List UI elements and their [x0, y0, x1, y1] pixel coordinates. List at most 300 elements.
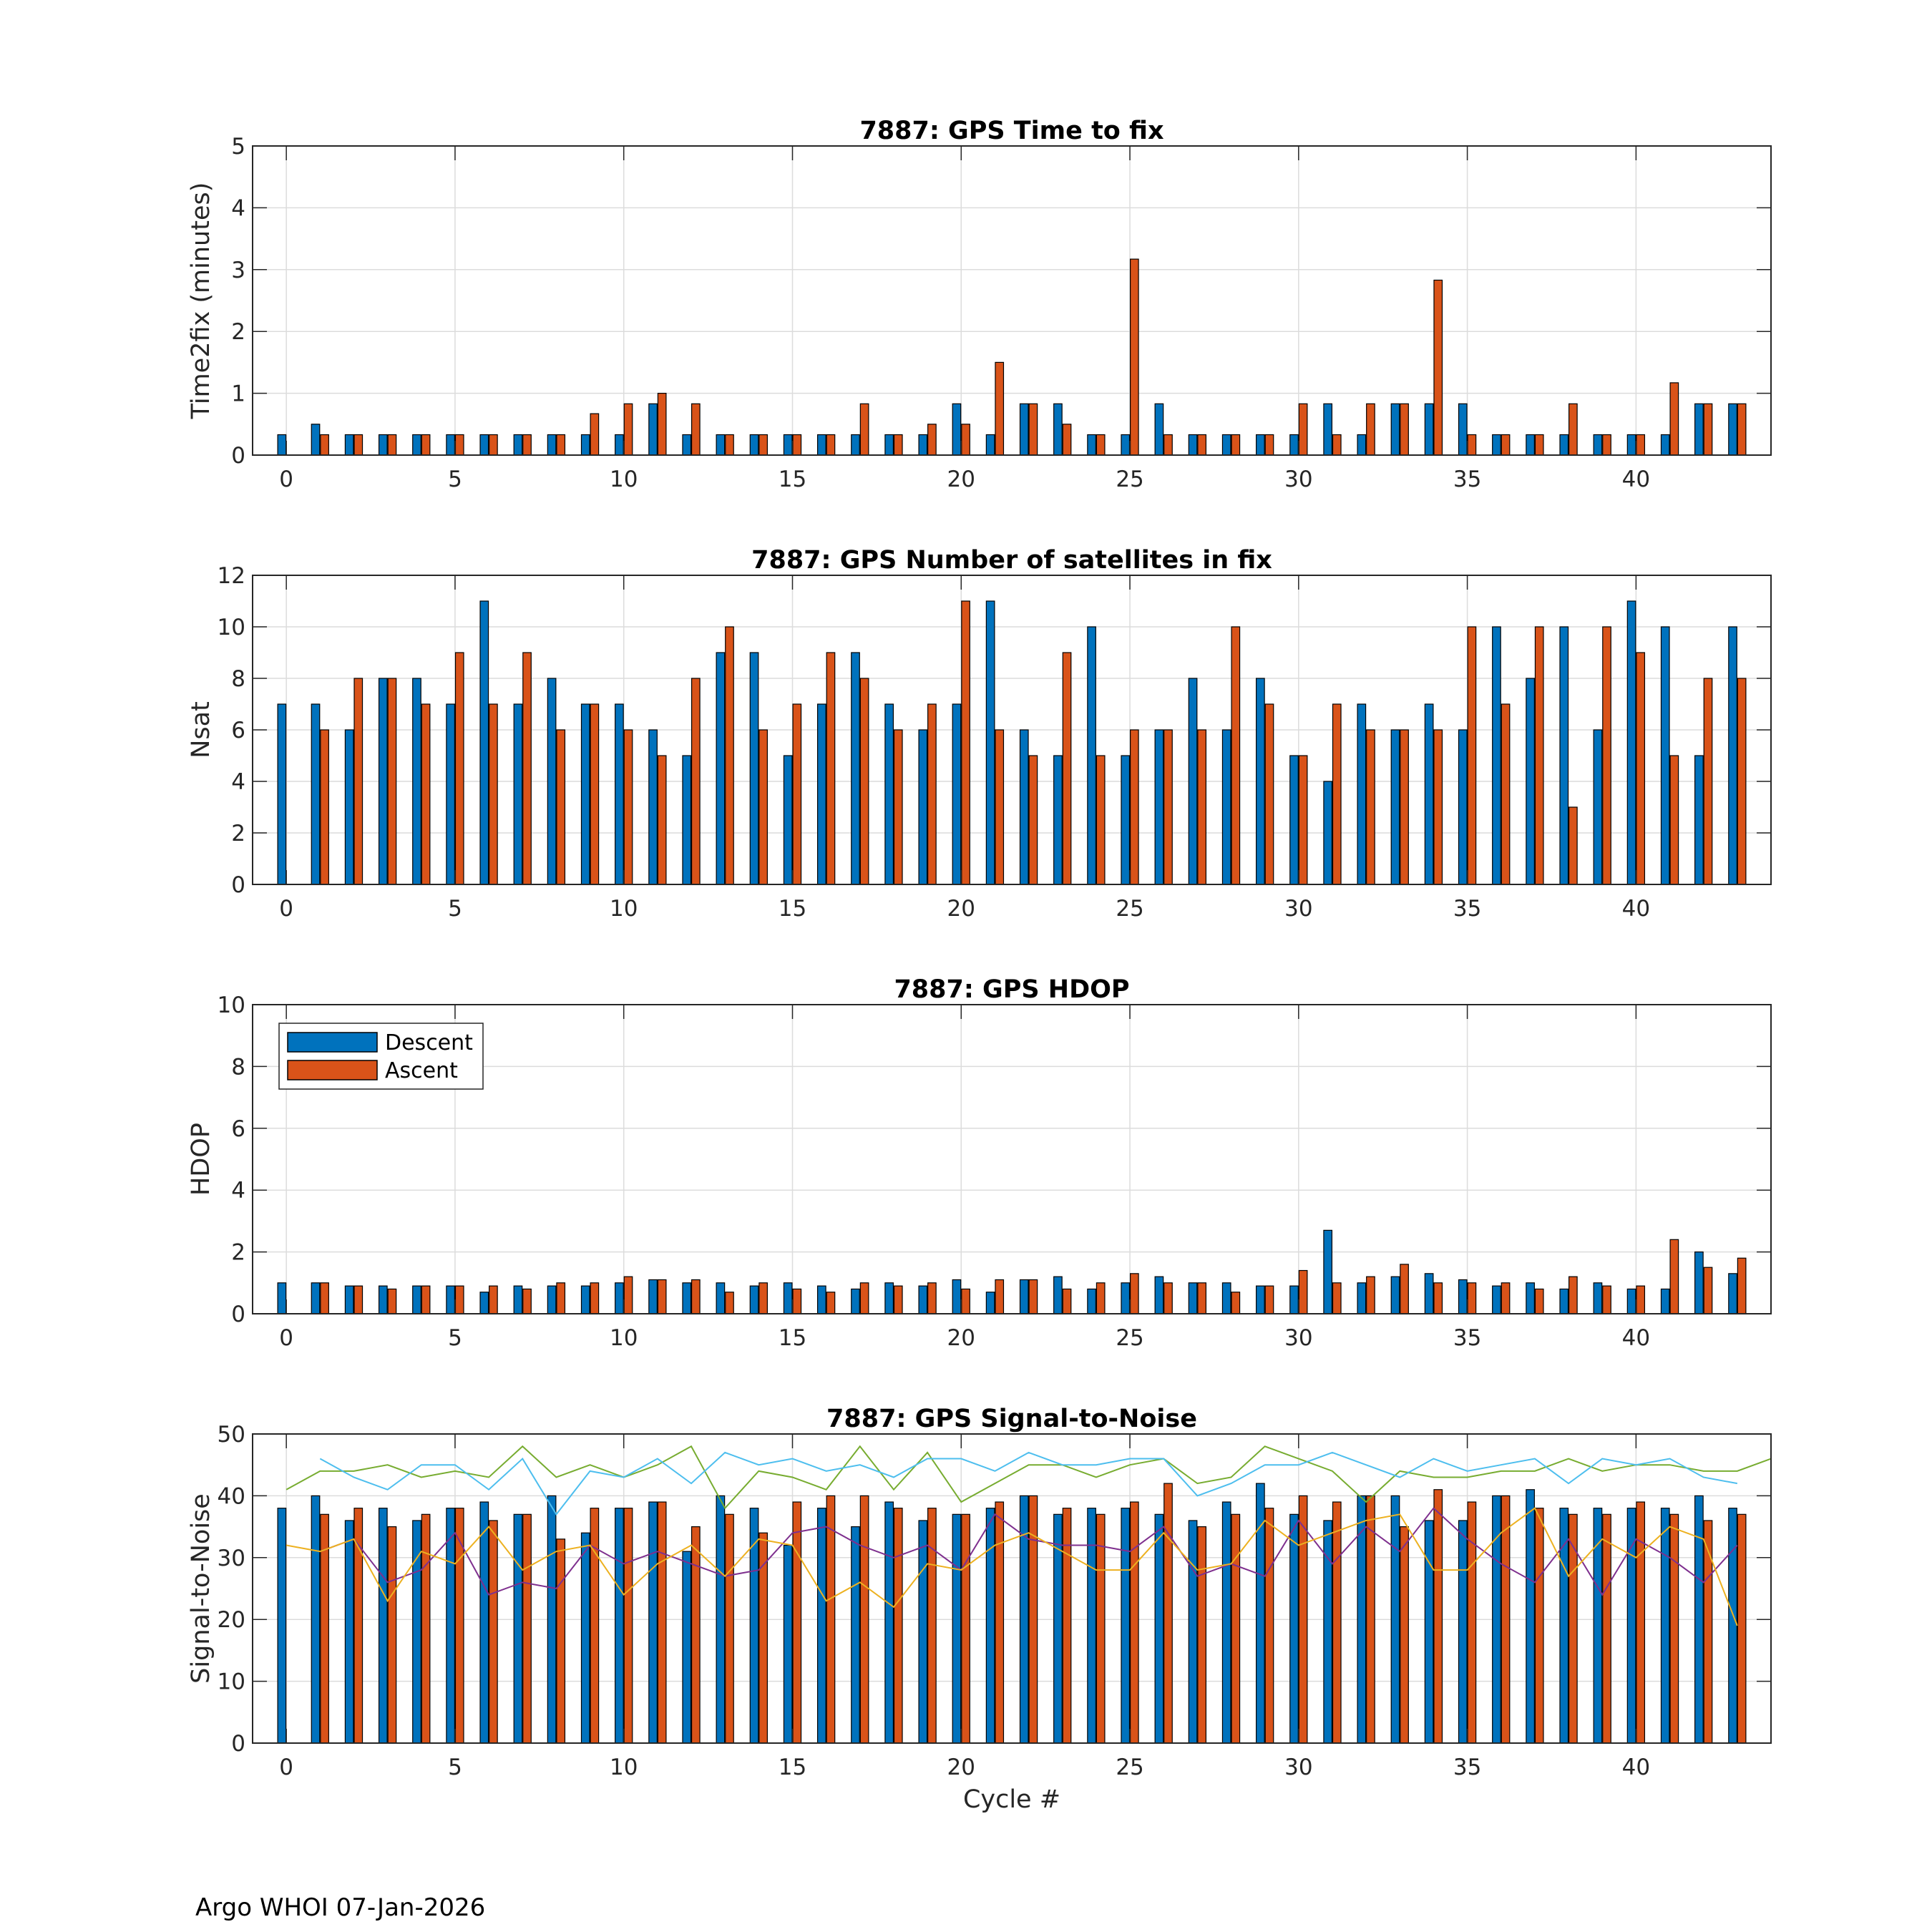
bar-ascent: [354, 1286, 363, 1314]
bar-ascent: [692, 1279, 701, 1314]
bar-ascent: [1501, 1496, 1510, 1743]
y-tick-label: 10: [217, 615, 245, 640]
bar-descent: [1661, 1508, 1669, 1743]
x-tick-label: 35: [1453, 896, 1482, 922]
bar-ascent: [1400, 1264, 1409, 1314]
bar-descent: [379, 1508, 388, 1743]
bar-ascent: [894, 1286, 903, 1314]
y-tick-label: 2: [231, 1239, 245, 1266]
bar-ascent: [1535, 1289, 1543, 1314]
bar-descent: [1357, 704, 1366, 884]
bar-descent: [1155, 1277, 1163, 1314]
bar-ascent: [1333, 1502, 1342, 1743]
bar-ascent: [1603, 1286, 1611, 1314]
bar-descent: [278, 1283, 286, 1314]
bar-ascent: [826, 1292, 835, 1314]
bar-descent: [1020, 1279, 1029, 1314]
bar-descent: [615, 1283, 624, 1314]
y-axis-label: Time2fix (minutes): [187, 182, 215, 419]
bar-descent: [1526, 678, 1535, 884]
bar-ascent: [1569, 404, 1578, 455]
bar-descent: [818, 434, 826, 455]
bar-ascent: [421, 1286, 430, 1314]
bar-descent: [1121, 1508, 1130, 1743]
bar-descent: [1493, 1496, 1501, 1743]
bar-descent: [1020, 730, 1029, 884]
bar-ascent: [928, 1283, 937, 1314]
bar-descent: [683, 1283, 691, 1314]
bar-descent: [750, 653, 758, 884]
bar-descent: [1729, 1508, 1737, 1743]
bar-descent: [1425, 404, 1433, 455]
bar-ascent: [489, 1521, 498, 1743]
snr-line: [286, 1508, 1737, 1626]
bar-ascent: [1096, 1283, 1105, 1314]
bar-ascent: [1063, 424, 1071, 455]
legend-swatch-descent: [288, 1033, 377, 1052]
bar-ascent: [624, 1277, 633, 1314]
bar-ascent: [590, 704, 599, 884]
bar-ascent: [860, 1283, 869, 1314]
bar-descent: [919, 1521, 927, 1743]
chart-title: 7887: GPS HDOP: [894, 975, 1130, 1004]
x-tick-label: 25: [1116, 896, 1144, 922]
bar-descent: [649, 1502, 658, 1743]
bar-ascent: [421, 434, 430, 455]
bar-ascent: [1670, 1514, 1679, 1743]
bar-ascent: [354, 678, 363, 884]
bar-descent: [311, 424, 320, 455]
bar-ascent: [1704, 1521, 1712, 1743]
bar-descent: [547, 434, 556, 455]
bar-ascent: [928, 1508, 937, 1743]
bar-descent: [784, 1546, 792, 1743]
bar-descent: [1695, 404, 1704, 455]
bar-descent: [1222, 434, 1231, 455]
bar-ascent: [1164, 1483, 1173, 1743]
bar-descent: [547, 1286, 556, 1314]
y-tick-label: 1: [231, 381, 245, 407]
x-tick-label: 10: [609, 896, 638, 922]
bar-ascent: [321, 1283, 329, 1314]
bar-descent: [1222, 730, 1231, 884]
bar-ascent: [793, 704, 801, 884]
x-tick-label: 40: [1621, 467, 1651, 492]
bar-ascent: [557, 1283, 565, 1314]
x-tick-label: 20: [947, 467, 975, 492]
bar-descent: [311, 1496, 320, 1743]
bar-ascent: [523, 1514, 532, 1743]
bar-descent: [413, 678, 421, 884]
bar-descent: [1324, 781, 1332, 884]
bar-ascent: [321, 434, 329, 455]
bar-descent: [1290, 756, 1299, 884]
bar-descent: [480, 1502, 489, 1743]
bar-ascent: [1501, 434, 1510, 455]
y-tick-label: 2: [231, 319, 245, 346]
bar-descent: [885, 434, 894, 455]
bar-ascent: [455, 1508, 464, 1743]
bar-descent: [379, 1286, 388, 1314]
bar-ascent: [826, 653, 835, 884]
bar-descent: [683, 756, 691, 884]
bar-ascent: [894, 1508, 903, 1743]
bar-ascent: [1603, 1514, 1611, 1743]
x-tick-label: 40: [1621, 1755, 1651, 1780]
x-tick-label: 5: [448, 467, 462, 492]
bar-descent: [1088, 627, 1096, 884]
bar-descent: [1493, 434, 1501, 455]
bar-descent: [1627, 1508, 1636, 1743]
bar-ascent: [1265, 704, 1274, 884]
bar-descent: [480, 601, 489, 884]
bar-ascent: [726, 627, 734, 884]
bar-descent: [1357, 1496, 1366, 1743]
bar-ascent: [1198, 1283, 1206, 1314]
bar-ascent: [692, 1527, 701, 1743]
bar-descent: [1459, 1521, 1468, 1743]
bar-ascent: [1704, 1267, 1712, 1314]
bar-descent: [447, 704, 455, 884]
x-tick-label: 30: [1284, 896, 1313, 922]
bar-descent: [379, 678, 388, 884]
x-tick-label: 35: [1453, 467, 1482, 492]
bar-ascent: [1434, 280, 1443, 455]
x-tick-label: 20: [947, 1755, 975, 1780]
bar-descent: [413, 434, 421, 455]
bar-descent: [480, 434, 489, 455]
bar-descent: [1257, 678, 1265, 884]
x-tick-label: 10: [609, 467, 638, 492]
x-tick-label: 25: [1116, 467, 1144, 492]
bar-ascent: [455, 434, 464, 455]
bar-ascent: [1131, 1274, 1139, 1314]
bar-ascent: [1569, 807, 1578, 884]
bar-ascent: [658, 1279, 666, 1314]
y-tick-label: 10: [217, 992, 245, 1018]
bar-ascent: [726, 434, 734, 455]
bar-descent: [885, 704, 894, 884]
bar-ascent: [995, 730, 1004, 884]
y-tick-label: 8: [231, 1054, 245, 1080]
bar-descent: [852, 653, 860, 884]
y-tick-label: 3: [231, 257, 245, 283]
x-tick-label: 15: [778, 1325, 807, 1351]
bar-ascent: [523, 653, 532, 884]
bar-ascent: [1265, 1286, 1274, 1314]
bar-ascent: [1299, 1271, 1307, 1314]
axes-box: [253, 146, 1771, 455]
bar-descent: [1594, 730, 1602, 884]
bar-ascent: [1535, 1508, 1543, 1743]
y-tick-label: 5: [231, 134, 245, 160]
bar-ascent: [1265, 434, 1274, 455]
bar-descent: [480, 1292, 489, 1314]
bar-ascent: [928, 704, 937, 884]
x-tick-label: 0: [279, 1325, 294, 1351]
bar-ascent: [1400, 404, 1409, 455]
bar-ascent: [455, 653, 464, 884]
x-tick-label: 20: [947, 896, 975, 922]
x-tick-label: 35: [1453, 1755, 1482, 1780]
y-tick-label: 6: [231, 718, 245, 743]
bar-ascent: [421, 1514, 430, 1743]
bar-ascent: [489, 434, 498, 455]
bar-descent: [1020, 404, 1029, 455]
bar-ascent: [759, 1283, 768, 1314]
chart-title: 7887: GPS Number of satellites in fix: [751, 546, 1272, 575]
bar-ascent: [962, 601, 970, 884]
bar-ascent: [793, 434, 801, 455]
bar-descent: [311, 1283, 320, 1314]
bar-ascent: [1569, 1514, 1578, 1743]
bar-descent: [1391, 404, 1400, 455]
bar-ascent: [928, 424, 937, 455]
bar-descent: [1560, 1508, 1568, 1743]
bar-descent: [1526, 1283, 1535, 1314]
bar-ascent: [1265, 1508, 1274, 1743]
footer-credit: Argo WHOI 07-Jan-2026: [195, 1893, 486, 1922]
bar-descent: [514, 1514, 522, 1743]
bar-descent: [852, 434, 860, 455]
gps-nsat-chart: [187, 546, 1771, 922]
bar-descent: [615, 1508, 624, 1743]
bar-descent: [615, 434, 624, 455]
bar-descent: [986, 601, 995, 884]
bar-descent: [1155, 404, 1163, 455]
legend: [279, 1023, 483, 1089]
bar-ascent: [726, 1514, 734, 1743]
bar-descent: [278, 434, 286, 455]
bar-descent: [1155, 1514, 1163, 1743]
bar-ascent: [1096, 756, 1105, 884]
bar-ascent: [1367, 1277, 1375, 1314]
bar-descent: [1290, 434, 1299, 455]
bar-ascent: [793, 1502, 801, 1743]
bar-descent: [345, 1286, 353, 1314]
bar-descent: [1459, 730, 1468, 884]
bar-ascent: [759, 434, 768, 455]
bar-ascent: [1670, 756, 1679, 884]
x-axis-label: Cycle #: [962, 1785, 1061, 1814]
y-axis-label: Nsat: [187, 701, 215, 758]
bar-descent: [1695, 1252, 1704, 1314]
bar-descent: [514, 1286, 522, 1314]
bar-ascent: [1737, 1514, 1746, 1743]
bar-ascent: [1198, 730, 1206, 884]
bar-ascent: [321, 730, 329, 884]
bar-ascent: [692, 678, 701, 884]
bar-descent: [1189, 678, 1197, 884]
y-tick-label: 4: [231, 1178, 245, 1204]
bar-descent: [582, 434, 590, 455]
y-tick-label: 0: [231, 1302, 245, 1327]
bar-ascent: [1299, 1496, 1307, 1743]
bar-descent: [1121, 434, 1130, 455]
bar-descent: [1121, 756, 1130, 884]
bar-ascent: [759, 730, 768, 884]
y-axis-label: Signal-to-Noise: [187, 1493, 215, 1684]
bar-ascent: [489, 704, 498, 884]
bar-ascent: [1670, 383, 1679, 455]
bar-descent: [1222, 1502, 1231, 1743]
bar-descent: [1324, 1230, 1332, 1314]
bar-descent: [818, 1508, 826, 1743]
bar-ascent: [1535, 434, 1543, 455]
bar-descent: [952, 1514, 961, 1743]
bar-ascent: [388, 1289, 396, 1314]
bar-descent: [1560, 1289, 1568, 1314]
bar-ascent: [1603, 627, 1611, 884]
bar-ascent: [962, 1514, 970, 1743]
x-tick-label: 40: [1621, 896, 1651, 922]
bar-ascent: [1367, 730, 1375, 884]
bar-descent: [1493, 627, 1501, 884]
x-tick-label: 5: [448, 1325, 462, 1351]
bar-ascent: [1164, 434, 1173, 455]
bar-ascent: [1299, 404, 1307, 455]
bar-ascent: [1569, 1277, 1578, 1314]
bar-descent: [1357, 1283, 1366, 1314]
gps-hdop-chart: [187, 975, 1771, 1351]
bar-ascent: [1468, 627, 1476, 884]
bar-ascent: [1164, 730, 1173, 884]
bar-descent: [1391, 1496, 1400, 1743]
bar-descent: [345, 730, 353, 884]
bar-descent: [1121, 1283, 1130, 1314]
bar-ascent: [1131, 259, 1139, 455]
bar-descent: [379, 434, 388, 455]
bar-descent: [919, 1286, 927, 1314]
bar-ascent: [1636, 1286, 1645, 1314]
y-tick-label: 50: [217, 1422, 245, 1448]
bar-descent: [885, 1283, 894, 1314]
bar-ascent: [624, 1508, 633, 1743]
bar-descent: [1290, 1514, 1299, 1743]
bar-descent: [919, 730, 927, 884]
bar-descent: [649, 730, 658, 884]
bar-ascent: [590, 414, 599, 455]
x-tick-label: 5: [448, 896, 462, 922]
bar-descent: [919, 434, 927, 455]
bar-ascent: [1501, 704, 1510, 884]
bar-descent: [716, 653, 725, 884]
bar-ascent: [692, 404, 701, 455]
x-tick-label: 0: [279, 467, 294, 492]
bar-ascent: [1198, 434, 1206, 455]
bar-descent: [1257, 434, 1265, 455]
bar-descent: [1391, 1277, 1400, 1314]
bar-ascent: [1737, 1258, 1746, 1314]
bar-ascent: [1434, 730, 1443, 884]
bar-descent: [1054, 404, 1063, 455]
grid: [253, 146, 1771, 455]
y-tick-label: 4: [231, 195, 245, 222]
chart-title: 7887: GPS Time to fix: [859, 117, 1164, 145]
bar-ascent: [1636, 1502, 1645, 1743]
legend-label-descent: Descent: [385, 1030, 473, 1055]
bar-descent: [1493, 1286, 1501, 1314]
bar-descent: [547, 1496, 556, 1743]
bar-descent: [278, 704, 286, 884]
bar-ascent: [860, 404, 869, 455]
bar-descent: [1695, 756, 1704, 884]
bar-ascent: [1029, 756, 1038, 884]
bar-ascent: [894, 730, 903, 884]
bar-ascent: [624, 404, 633, 455]
bars: [278, 259, 1746, 455]
bar-ascent: [1231, 1292, 1240, 1314]
bar-descent: [1459, 1279, 1468, 1314]
bar-ascent: [1063, 1289, 1071, 1314]
bar-descent: [1661, 434, 1669, 455]
bar-ascent: [962, 424, 970, 455]
bar-ascent: [1468, 1502, 1476, 1743]
bar-ascent: [1131, 730, 1139, 884]
bar-descent: [1526, 1490, 1535, 1743]
bar-ascent: [1636, 653, 1645, 884]
bar-ascent: [1096, 434, 1105, 455]
bar-descent: [1425, 1274, 1433, 1314]
x-tick-label: 15: [778, 467, 807, 492]
bar-ascent: [860, 1496, 869, 1743]
bar-ascent: [388, 434, 396, 455]
bar-descent: [447, 434, 455, 455]
bar-ascent: [557, 1539, 565, 1743]
y-tick-label: 2: [231, 821, 245, 847]
bar-ascent: [826, 434, 835, 455]
x-tick-label: 25: [1116, 1325, 1144, 1351]
bar-descent: [1425, 1521, 1433, 1743]
bar-descent: [547, 678, 556, 884]
bar-ascent: [1434, 1490, 1443, 1743]
bar-descent: [1627, 601, 1636, 884]
bar-ascent: [658, 756, 666, 884]
bar-ascent: [1131, 1502, 1139, 1743]
bar-descent: [784, 756, 792, 884]
bar-descent: [986, 1508, 995, 1743]
bar-descent: [986, 434, 995, 455]
bar-ascent: [624, 730, 633, 884]
bar-ascent: [793, 1289, 801, 1314]
bar-ascent: [894, 434, 903, 455]
bar-ascent: [455, 1286, 464, 1314]
bar-descent: [1088, 1508, 1096, 1743]
y-tick-label: 40: [217, 1483, 245, 1510]
bar-descent: [1189, 1283, 1197, 1314]
bar-ascent: [557, 434, 565, 455]
bar-descent: [952, 704, 961, 884]
bar-ascent: [1231, 627, 1240, 884]
legend-swatch-ascent: [288, 1060, 377, 1080]
bar-descent: [1729, 627, 1737, 884]
bar-descent: [1054, 756, 1063, 884]
bar-descent: [986, 1292, 995, 1314]
bar-descent: [885, 1502, 894, 1743]
bar-descent: [1189, 1521, 1197, 1743]
bar-descent: [311, 704, 320, 884]
x-tick-label: 40: [1621, 1325, 1651, 1351]
x-tick-label: 5: [448, 1755, 462, 1780]
bar-ascent: [995, 1279, 1004, 1314]
bar-ascent: [962, 1289, 970, 1314]
bar-descent: [1054, 1277, 1063, 1314]
bar-ascent: [1367, 404, 1375, 455]
gps-time-to-fix-chart: [187, 117, 1771, 492]
chart-title: 7887: GPS Signal-to-Noise: [826, 1405, 1197, 1433]
y-axis-label: HDOP: [187, 1123, 215, 1196]
bar-descent: [716, 1496, 725, 1743]
